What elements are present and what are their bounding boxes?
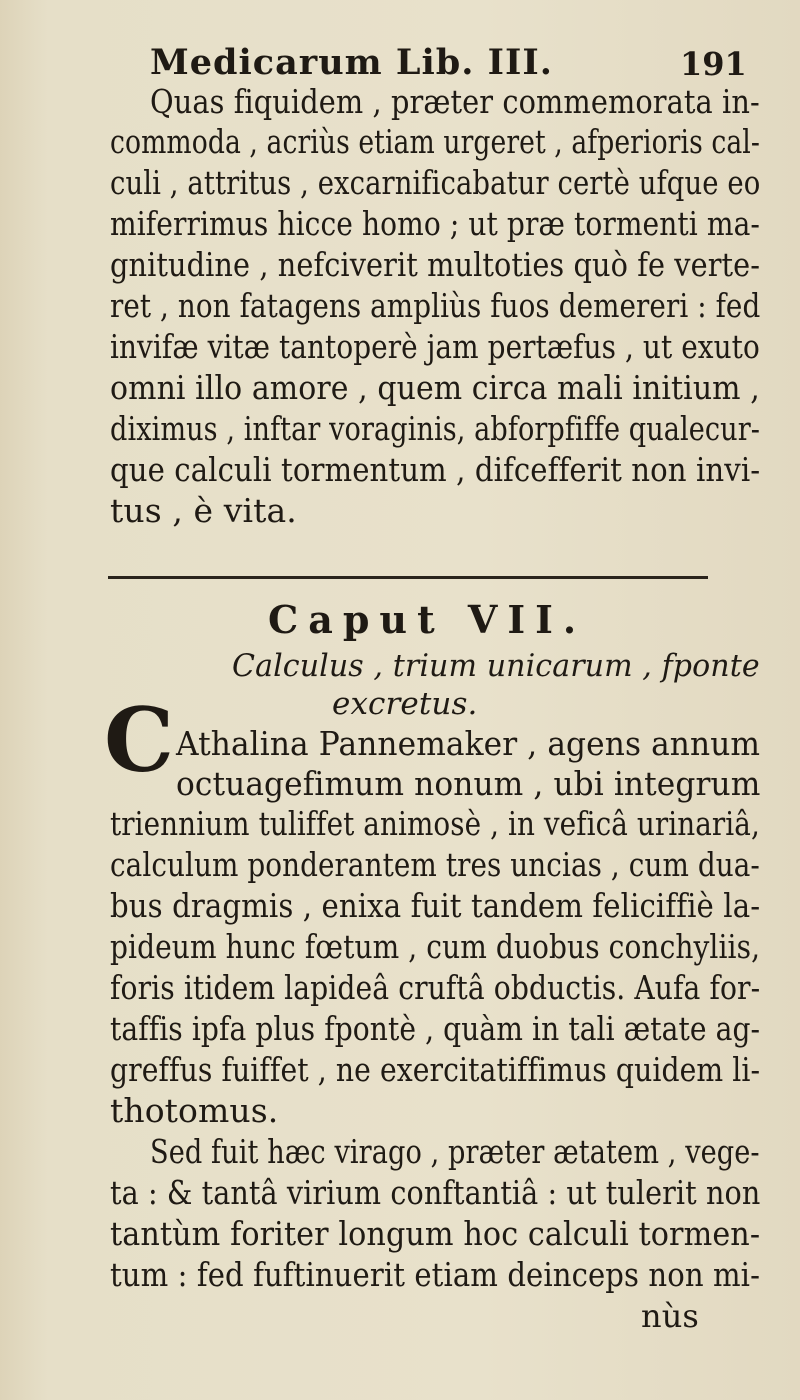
chapter-subtitle-cont: excretus. xyxy=(332,686,478,722)
text-line: tantùm foriter longum hoc calculi tormen- xyxy=(110,1214,761,1253)
running-title: Medicarum Lib. III. xyxy=(150,42,553,83)
text-line: omni illo amore , quem circa mali initium , xyxy=(110,368,760,407)
text-line: invifæ vitæ tantoperè jam pertæfus , ut exuto xyxy=(110,327,760,366)
text-line: octuagefimum nonum , ubi integrum xyxy=(176,764,761,803)
chapter-subtitle: Calculus , trium unicarum , fponte xyxy=(232,648,760,684)
text-line: Athalina Pannemaker , agens annum xyxy=(176,724,761,763)
text-line: tum : fed fuftinuerit etiam deinceps non mi- xyxy=(110,1255,761,1294)
text-line: foris itidem lapideâ cruftâ obductis. Aufa for- xyxy=(110,968,761,1007)
text-line: greffus fuiffet , ne exercitatiffimus quidem li- xyxy=(110,1050,761,1089)
text-line: triennium tuliffet animosè , in veficâ urinariâ, xyxy=(110,804,760,843)
text-line: bus dragmis , enixa fuit tandem feliciffiè la- xyxy=(110,886,761,925)
text-line: ta : & tantâ virium conftantiâ : ut tulerit non xyxy=(110,1173,761,1212)
text-line: Quas fiquidem , præter commemorata in- xyxy=(150,82,760,121)
text-line: commoda , acriùs etiam urgeret , afperioris cal- xyxy=(110,122,760,161)
text-line: ret , non fatagens ampliùs fuos demereri : fed xyxy=(110,286,761,325)
text-line: Sed fuit hæc virago , præter ætatem , vege- xyxy=(150,1132,760,1171)
catchword: nùs xyxy=(641,1297,699,1335)
text-line: diximus , inftar voraginis, abforpfiffe qualecur- xyxy=(110,409,761,448)
text-line: taffis ipfa plus fpontè , quàm in tali ætate ag- xyxy=(110,1009,761,1048)
drop-cap: C xyxy=(104,688,175,792)
chapter-heading: Caput VII. xyxy=(268,597,587,642)
text-line: pideum hunc fœtum , cum duobus conchyliis, xyxy=(110,927,761,966)
text-line: thotomus. xyxy=(110,1091,279,1130)
text-line: gnitudine , nefciverit multoties quò fe verte- xyxy=(110,245,761,284)
page-number: 191 xyxy=(680,45,747,83)
text-line: culi , attritus , excarnificabatur certè ufque eo xyxy=(110,163,761,202)
text-line: miferrimus hicce homo ; ut præ tormenti ma- xyxy=(110,204,760,243)
text-line: que calculi tormentum , difcefferit non invi- xyxy=(110,450,761,489)
section-rule xyxy=(108,576,708,579)
text-line: calculum ponderantem tres uncias , cum dua- xyxy=(110,845,760,884)
text-line: tus , è vita. xyxy=(110,491,297,530)
